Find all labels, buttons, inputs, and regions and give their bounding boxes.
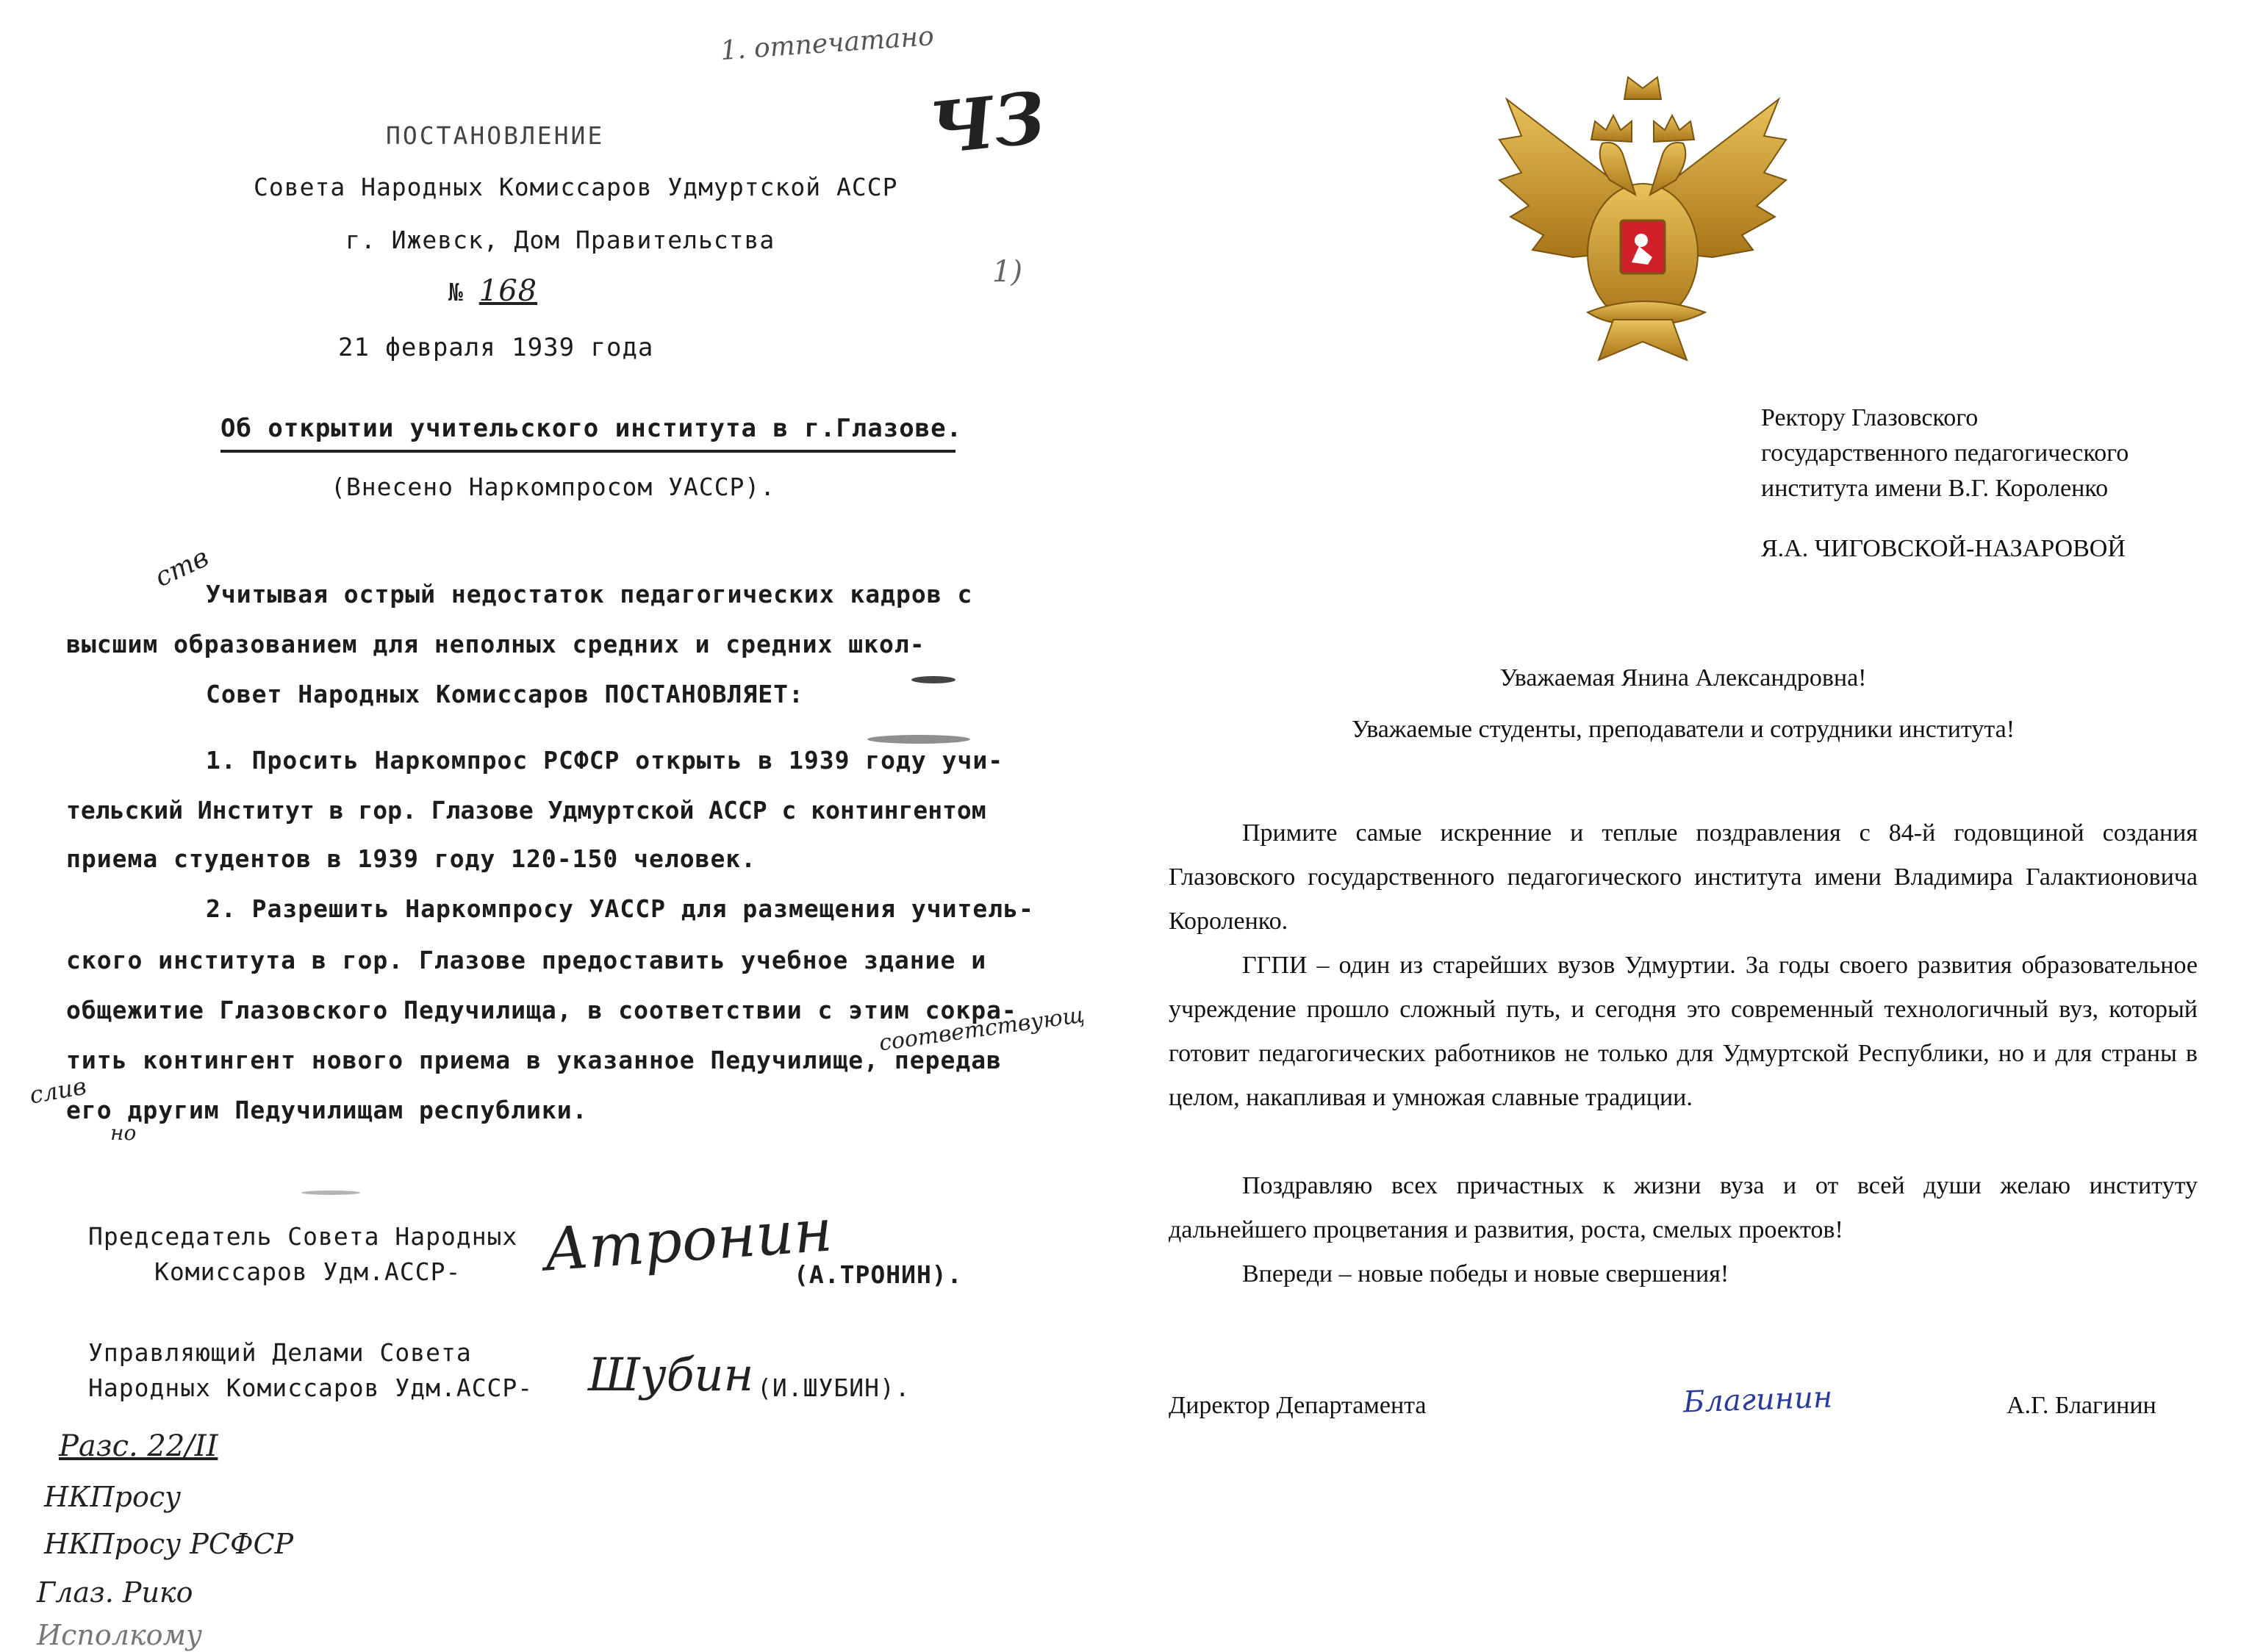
- manager-title-1: Управляющий Делами Совета: [88, 1338, 472, 1367]
- manager-signature: Шубин: [588, 1348, 754, 1401]
- greeting-personal: Уважаемая Янина Александровна!: [1499, 664, 1867, 692]
- recipient-line: государственного педагогического: [1761, 439, 2129, 467]
- body-line: приема студентов в 1939 году 120-150 человек.: [66, 844, 757, 873]
- scan-speck: [301, 1190, 360, 1195]
- signer-signature: Благинин: [1682, 1380, 1833, 1420]
- letter-paragraph: Впереди – новые победы и новые свершения!: [1242, 1260, 1729, 1288]
- chairman-title-2: Комиссаров Удм.АССР-: [154, 1257, 462, 1286]
- decree-council: Совета Народных Комиссаров Удмуртской АССР: [254, 173, 898, 201]
- greeting-general: Уважаемые студенты, преподаватели и сотрудники института!: [1351, 716, 2015, 743]
- side-mark: 1): [992, 255, 1023, 289]
- recipient-name: Я.А. ЧИГОВСКОЙ-НАЗАРОВОЙ: [1761, 535, 2126, 562]
- manager-name: (И.ШУБИН).: [757, 1373, 911, 1402]
- number-prefix: №: [448, 278, 464, 306]
- file-number: ЧЗ: [925, 76, 1050, 170]
- margin-note-2: соответствующ: [877, 1002, 1086, 1057]
- margin-note-4: но: [110, 1121, 137, 1145]
- distribution-line: Глаз. Рико: [37, 1576, 193, 1609]
- decree-submitted-by: (Внесено Наркомпросом УАССР).: [331, 473, 776, 501]
- signer-title: Директор Департамента: [1169, 1392, 1427, 1419]
- letter-paragraph: Поздравляю всех причастных к жизни вуза и от всей души желаю институту дальнейшего процветания и развития, роста, смелых проектов!: [1169, 1172, 2198, 1243]
- manager-title-2: Народных Комиссаров Удм.АССР-: [88, 1373, 534, 1402]
- distribution-line: Исполкому: [37, 1619, 203, 1651]
- distribution-line: НКПросу РСФСР: [44, 1528, 294, 1560]
- decree-subject: Об открытии учительского института в г.Глазове.: [220, 414, 963, 443]
- body-line: Учитывая острый недостаток педагогических кадров с: [206, 580, 973, 608]
- margin-note-3: слив: [27, 1071, 89, 1110]
- body-line: тить контингент нового приема в указанное Педучилище, передав: [66, 1046, 1002, 1074]
- body-line: 1. Просить Наркомпрос РСФСР открыть в 1939 году учи-: [206, 746, 1004, 775]
- body-line: ского института в гор. Глазове предоставить учебное здание и: [66, 946, 987, 974]
- chairman-title-1: Председатель Совета Народных: [88, 1222, 518, 1251]
- signer-name: А.Г. Благинин: [2007, 1392, 2156, 1419]
- number-value: 168: [478, 274, 538, 308]
- body-line: высшим образованием для неполных средних и средних школ-: [66, 630, 925, 658]
- corner-note: 1. отпечатано: [719, 21, 935, 67]
- subject-underline: [220, 450, 955, 453]
- decree-date: 21 февраля 1939 года: [338, 333, 654, 362]
- decree-scan: [0, 0, 1102, 1652]
- margin-note-1: ств: [150, 542, 214, 594]
- letter-paragraph: ГГПИ – один из старейших вузов Удмуртии. За годы своего развития образовательное учреждение прошло сложный путь, и сегодня это современный технологичный вуз, который готовит педагогических работников не только для Удмуртской Республики, но и для страны в целом, накапливая и умножая славные традиции.: [1169, 952, 2198, 1111]
- decree-heading: ПОСТАНОВЛЕНИЕ: [386, 121, 605, 150]
- double-headed-eagle-emblem: [1492, 70, 1793, 367]
- body-line: Совет Народных Комиссаров ПОСТАНОВЛЯЕТ:: [206, 680, 804, 708]
- scan-speck: [867, 735, 970, 744]
- body-line: тельский Институт в гор. Глазове Удмуртской АССР с контингентом: [66, 796, 986, 825]
- chairman-name: (А.ТРОНИН).: [794, 1260, 963, 1289]
- chairman-signature: Атронин: [542, 1196, 835, 1285]
- scan-speck: [911, 676, 955, 683]
- body-line: его другим Педучилищам республики.: [66, 1096, 588, 1124]
- decree-place: г. Ижевск, Дом Правительства: [345, 226, 775, 254]
- recipient-line: Ректору Глазовского: [1761, 404, 1979, 431]
- distribution-line: НКПросу: [44, 1481, 182, 1513]
- body-line: 2. Разрешить Наркомпросу УАССР для размещения учитель-: [206, 894, 1034, 923]
- recipient-line: института имени В.Г. Короленко: [1761, 475, 2109, 502]
- distribution-line: Разс. 22/II: [59, 1429, 218, 1463]
- decree-number: [448, 276, 537, 306]
- body-line: общежитие Глазовского Педучилища, в соответствии с этим сокра-: [66, 996, 1017, 1024]
- letter-paragraph: Примите самые искренние и теплые поздравления с 84-й годовщиной создания Глазовского государственного педагогического института имени Владимира Галактионовича Короленко.: [1169, 819, 2198, 935]
